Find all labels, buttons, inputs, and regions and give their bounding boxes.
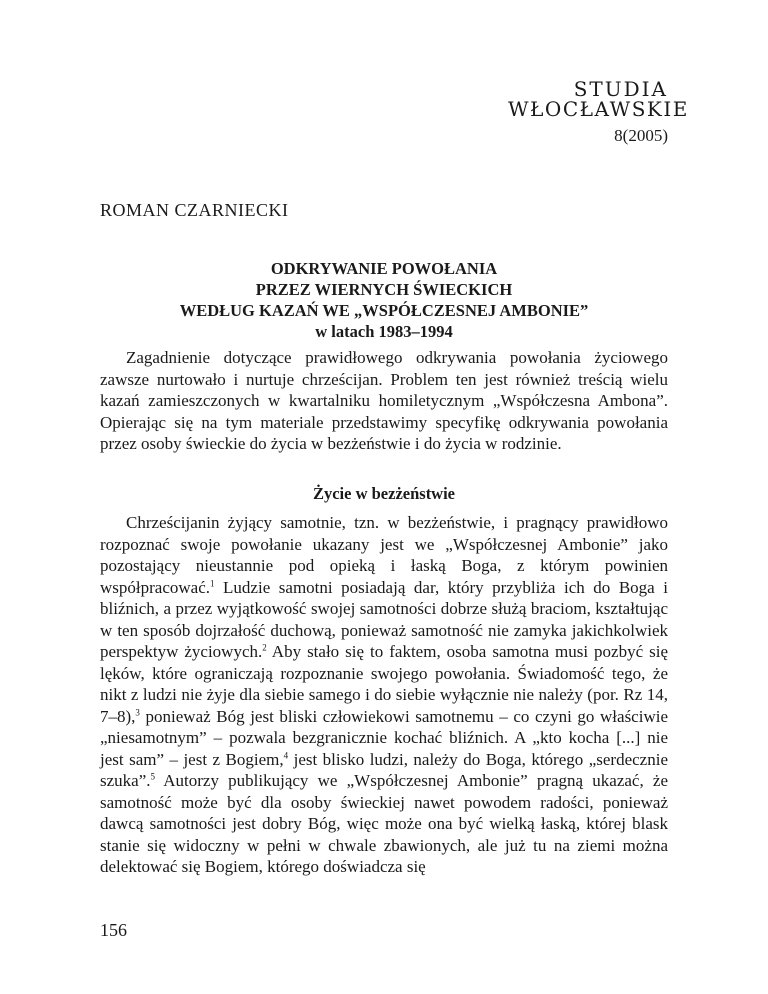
- section-heading: Życie w bezżeństwie: [312, 484, 456, 503]
- author-name: ROMAN CZARNIECKI: [100, 200, 289, 220]
- footnote-ref[interactable]: 5: [150, 771, 156, 782]
- article-title: [100, 258, 668, 342]
- title-line: PRZEZ WIERNYCH ŚWIECKICH: [255, 280, 513, 299]
- body-paragraph: [100, 512, 668, 878]
- body-text: ponieważ Bóg jest bliski człowiekowi samotnemu – co czyni go właściwie „niesamotnym” – pozwala bezgranicznie kochać bliźnich. A „kto kocha [...] nie jest sam” – jest z Bogiem,: [100, 706, 668, 769]
- footnote-ref[interactable]: 2: [262, 642, 267, 653]
- footnote-ref[interactable]: 4: [283, 749, 289, 760]
- body-text: Aby stało się to faktem, osoba samotna musi pozbyć się lęków, które ograniczają rozpoznanie swojego powołania. Świadomość tego, że nikt z ludzi nie żyje dla siebie samego i do siebie wyłącznie nie należy (por. Rz 14, 7–8),: [100, 642, 668, 726]
- journal-masthead: [508, 77, 689, 146]
- intro-paragraph: Zagadnienie dotyczące prawidłowego odkrywania powołania życiowego zawsze nurtowało i nurtuje chrześcijan. Problem ten jest również treścią wielu kazań zamieszczonych w kwartalniku homiletycznym „Współczesna Ambona”. Opierając się na tym materiale przedstawimy specyfikę odkrywania powołania przez osoby świeckie do życia w bezżeństwie i do życia w rodzinie.: [100, 348, 668, 453]
- body-text: Ludzie samotni posiadają dar, który przybliża ich do Boga i bliźnich, a przez wyjątkowość swojej samotności dobrze służą braciom, kształtując w ten sposób dojrzałość duchową, ponieważ samotność nie zamyka jakichkolwiek perspektyw życiowych.: [100, 577, 668, 661]
- journal-logo-line1: STUDIA: [573, 77, 668, 101]
- body-text: Autorzy publikujący we „Współczesnej Ambonie” pragną ukazać, że samotność może być dla osoby świeckiej nawet powodem radości, ponieważ dawcą samotności jest dobry Bóg, więc może ona być wielką łaską, której blask stanie się widoczny w pełni w chwale zbawionych, ale już tu na ziemi można delektować się Bogiem, którego doświadcza się: [100, 771, 668, 876]
- intro-paragraph-block: [100, 347, 668, 455]
- title-line: w latach 1983–1994: [315, 322, 453, 341]
- body-text: jest blisko ludzi, należy do Boga, którego „serdecznie szuka”.: [100, 749, 668, 790]
- title-line: ODKRYWANIE POWOŁANIA: [270, 259, 498, 278]
- title-line: WEDŁUG KAZAŃ WE „WSPÓŁCZESNEJ AMBONIE”: [179, 301, 589, 320]
- page-number: 156: [100, 920, 127, 940]
- footnote-ref[interactable]: 3: [135, 706, 140, 717]
- journal-issue: 8(2005): [614, 126, 668, 145]
- body-text-block: [100, 512, 668, 878]
- footnote-ref[interactable]: 1: [210, 577, 215, 588]
- journal-logo-line2: WŁOCŁAWSKIE: [508, 97, 689, 121]
- body-text: Chrześcijanin żyjący samotnie, tzn. w bezżeństwie, i pragnący prawidłowo rozpoznać swoje powołanie ukazany jest we „Współczesnej Ambonie” jako pozostający nieustannie pod opieką i łaską Boga, z którym powinien współpracować.: [100, 513, 668, 597]
